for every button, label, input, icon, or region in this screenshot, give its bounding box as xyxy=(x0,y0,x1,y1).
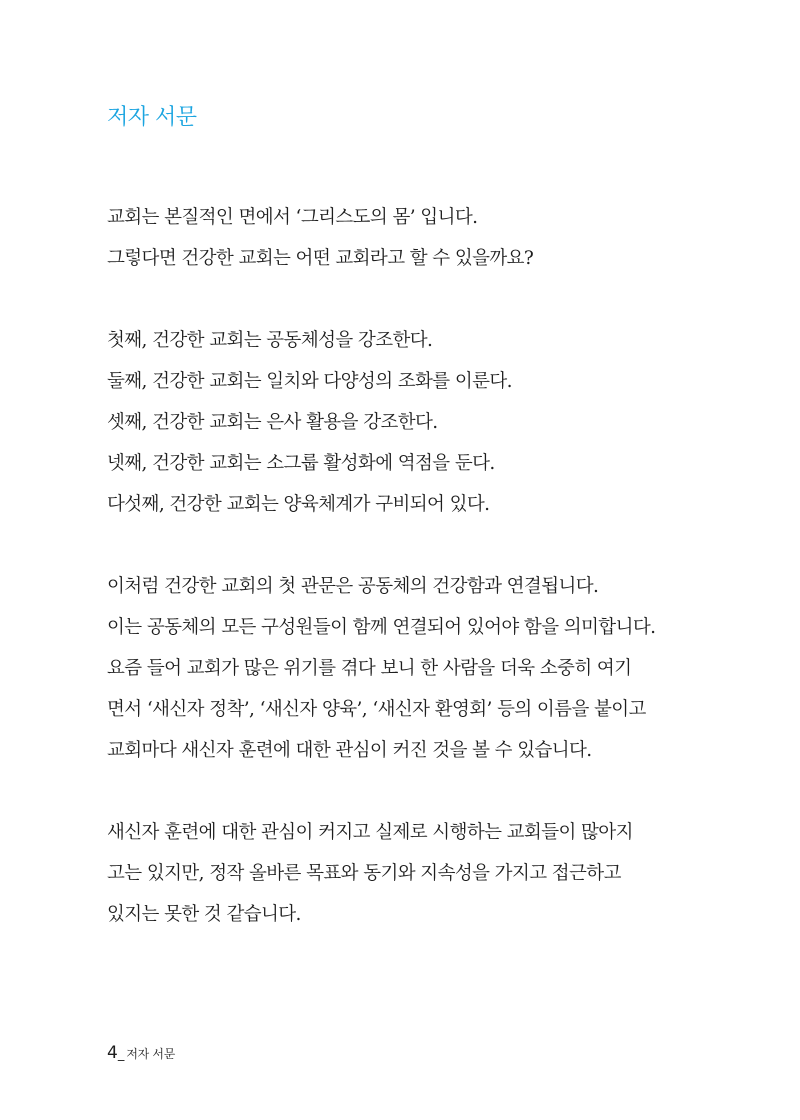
text-line: 교회마다 새신자 훈련에 대한 관심이 커진 것을 볼 수 있습니다. xyxy=(107,740,592,761)
list-item: 넷째, 건강한 교회는 소그룹 활성화에 역점을 둔다. xyxy=(107,453,495,474)
list-item: 다섯째, 건강한 교회는 양육체계가 구비되어 있다. xyxy=(107,494,490,515)
footer-separator: _ xyxy=(117,1047,125,1062)
text-line: 새신자 훈련에 대한 관심이 커지고 실제로 시행하는 교회들이 많아지 xyxy=(107,822,633,843)
text-line: 그렇다면 건강한 교회는 어떤 교회라고 할 수 있을까요? xyxy=(107,248,534,269)
list-item: 셋째, 건강한 교회는 은사 활용을 강조한다. xyxy=(107,412,438,433)
paragraph-list xyxy=(107,326,697,531)
list-item: 첫째, 건강한 교회는 공동체성을 강조한다. xyxy=(107,330,433,351)
text-line: 요즘 들어 교회가 많은 위기를 겪다 보니 한 사람을 더욱 소중히 여기 xyxy=(107,658,632,679)
text-line: 고는 있지만, 정작 올바른 목표와 동기와 지속성을 가지고 접근하고 xyxy=(107,863,621,884)
body-text xyxy=(107,203,697,982)
paragraph-training xyxy=(107,818,697,941)
list-item: 둘째, 건강한 교회는 일치와 다양성의 조화를 이룬다. xyxy=(107,371,512,392)
text-line: 있지는 못한 것 같습니다. xyxy=(107,904,301,925)
footer-section-label: 저자 서문 xyxy=(126,1047,176,1061)
text-line: 이처럼 건강한 교회의 첫 관문은 공동체의 건강함과 연결됩니다. xyxy=(107,576,599,597)
paragraph-intro xyxy=(107,203,697,285)
page-footer xyxy=(107,1043,175,1063)
page-number: 4 xyxy=(107,1043,118,1063)
page-title: 저자 서문 xyxy=(107,105,197,130)
text-line: 이는 공동체의 모든 구성원들이 함께 연결되어 있어야 함을 의미합니다. xyxy=(107,617,656,638)
paragraph-community xyxy=(107,572,697,777)
text-line: 면서 ‘새신자 정착’, ‘새신자 양육’, ‘새신자 환영회’ 등의 이름을 붙이고 xyxy=(107,699,646,720)
text-line: 교회는 본질적인 면에서 ‘그리스도의 몸’ 입니다. xyxy=(107,207,478,228)
